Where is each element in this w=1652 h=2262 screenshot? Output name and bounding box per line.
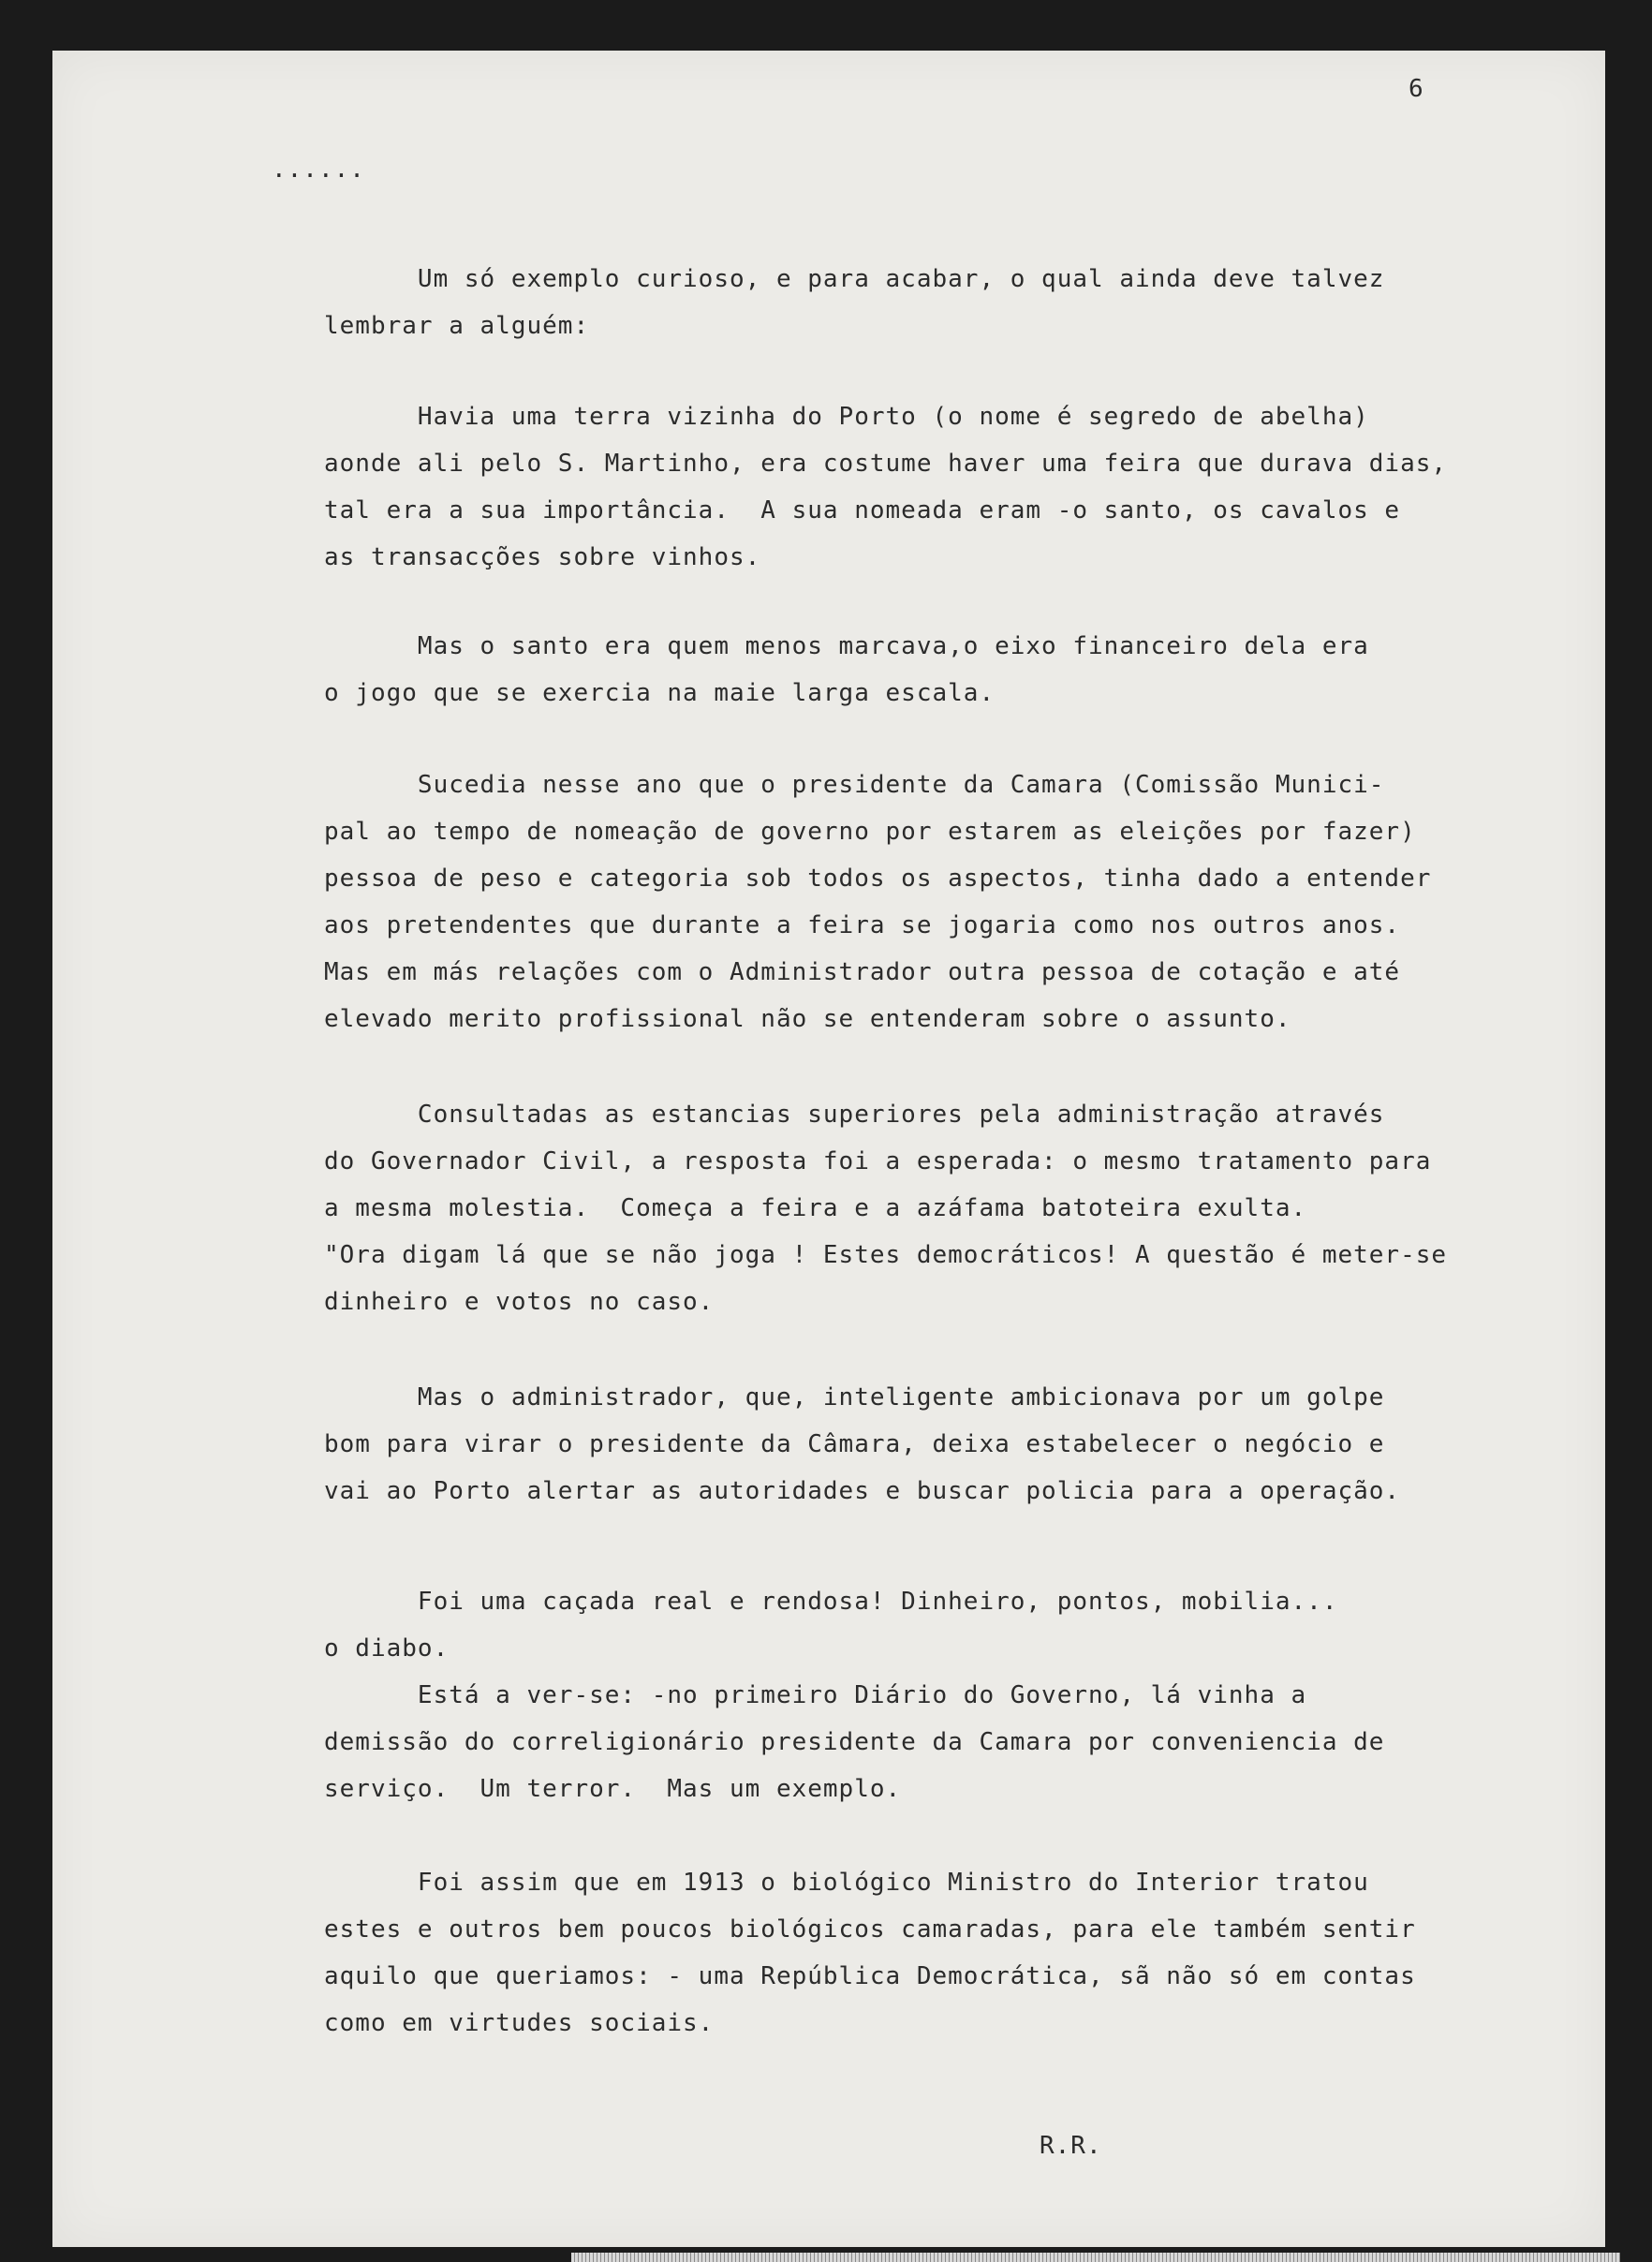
text-line: o diabo. — [324, 1634, 450, 1663]
text-line: Foi assim que em 1913 o biológico Ministro do Interior tratou — [324, 1869, 1369, 1897]
text-line: Um só exemplo curioso, e para acabar, o qual ainda deve talvez — [324, 265, 1385, 293]
text-line: bom para virar o presidente da Câmara, deixa estabelecer o negócio e — [324, 1430, 1385, 1458]
text-line: Sucedia nesse ano que o presidente da Camara (Comissão Munici- — [324, 771, 1385, 799]
text-line: Foi uma caçada real e rendosa! Dinheiro, pontos, mobilia... — [324, 1588, 1338, 1616]
text-line: serviço. Um terror. Mas um exemplo. — [324, 1775, 902, 1803]
text-line: "Ora digam lá que se não joga ! Estes democráticos! A questão é meter-se — [324, 1241, 1448, 1269]
signature: R.R. — [1040, 2132, 1102, 2160]
continuation-dots: ...... — [272, 155, 365, 184]
text-line: lembrar a alguém: — [324, 312, 590, 340]
text-line: Está a ver-se: -no primeiro Diário do Governo, lá vinha a — [324, 1681, 1307, 1709]
text-line: as transacções sobre vinhos. — [324, 543, 761, 571]
text-line: dinheiro e votos no caso. — [324, 1288, 715, 1316]
text-line: aquilo que queriamos: - uma República Democrática, sã não só em contas — [324, 1962, 1416, 1990]
text-line: demissão do correligionário presidente da Camara por conveniencia de — [324, 1728, 1385, 1756]
text-line: tal era a sua importância. A sua nomeada eram -o santo, os cavalos e — [324, 496, 1401, 525]
text-line: o jogo que se exercia na maie larga escala. — [324, 679, 996, 707]
text-line: elevado merito profissional não se entenderam sobre o assunto. — [324, 1005, 1291, 1033]
scanner-scale-strip — [571, 2253, 1620, 2262]
text-line: Havia uma terra vizinha do Porto (o nome é segredo de abelha) — [324, 403, 1369, 431]
text-line: como em virtudes sociais. — [324, 2009, 715, 2037]
page-number: 6 — [1409, 75, 1424, 103]
text-line: Mas em más relações com o Administrador outra pessoa de cotação e até — [324, 958, 1401, 986]
text-line: aos pretendentes que durante a feira se jogaria como nos outros anos. — [324, 911, 1401, 939]
text-line: Mas o administrador, que, inteligente ambicionava por um golpe — [324, 1383, 1385, 1412]
text-line: pessoa de peso e categoria sob todos os aspectos, tinha dado a entender — [324, 865, 1432, 893]
text-line: a mesma molestia. Começa a feira e a azáfama batoteira exulta. — [324, 1194, 1307, 1222]
text-line: vai ao Porto alertar as autoridades e buscar policia para a operação. — [324, 1477, 1401, 1505]
text-line: aonde ali pelo S. Martinho, era costume haver uma feira que durava dias, — [324, 450, 1448, 478]
text-line: estes e outros bem poucos biológicos camaradas, para ele também sentir — [324, 1915, 1416, 1944]
text-line: Mas o santo era quem menos marcava,o eixo financeiro dela era — [324, 632, 1369, 660]
text-line: do Governador Civil, a resposta foi a esperada: o mesmo tratamento para — [324, 1147, 1432, 1175]
text-line: Consultadas as estancias superiores pela administração através — [324, 1101, 1385, 1129]
text-line: pal ao tempo de nomeação de governo por estarem as eleições por fazer) — [324, 818, 1416, 846]
